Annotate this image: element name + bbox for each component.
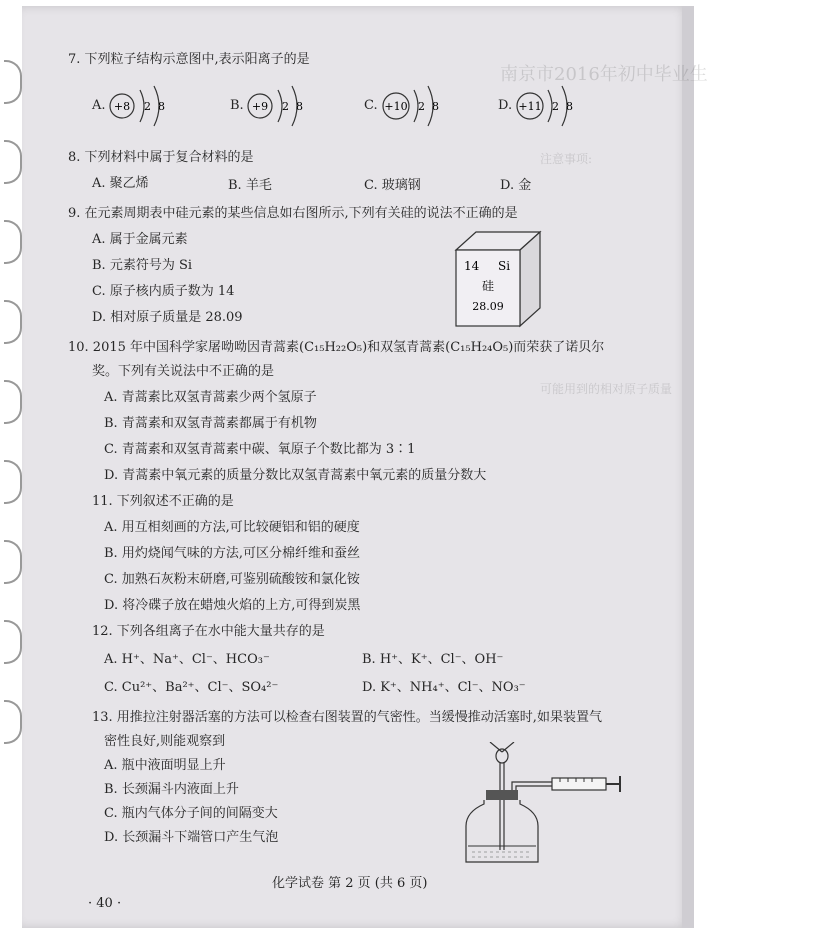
bleed-through-text: 注意事项:	[540, 152, 593, 166]
svg-text:8: 8	[296, 100, 303, 113]
q12-stem: 12. 下列各组离子在水中能大量共存的是	[92, 624, 325, 639]
svg-text:8: 8	[432, 100, 439, 113]
q9-option-a: A. 属于金属元素	[92, 232, 188, 247]
page-fold	[682, 6, 694, 928]
nucleus-charge: +11	[518, 100, 542, 113]
silicon-element-cell	[452, 228, 552, 328]
element-name: 硅	[481, 279, 495, 293]
svg-text:8: 8	[566, 100, 573, 113]
option-letter: D.	[498, 98, 513, 113]
option-letter: B.	[230, 98, 244, 113]
q13-option-b: B. 长颈漏斗内液面上升	[104, 782, 239, 797]
q11-option-d: D. 将冷碟子放在蜡烛火焰的上方,可得到炭黑	[104, 598, 361, 613]
binder-ring	[4, 460, 22, 504]
atom-diagram-a	[106, 84, 246, 128]
svg-text:2: 2	[418, 100, 425, 113]
binder-ring	[4, 540, 22, 584]
binder-ring	[4, 620, 22, 664]
q8-option-d: D. 金	[500, 178, 532, 193]
atom-diagram-b	[244, 84, 384, 128]
svg-text:2: 2	[144, 100, 151, 113]
q9-option-b: B. 元素符号为 Si	[92, 258, 193, 273]
q11-stem: 11. 下列叙述不正确的是	[92, 494, 234, 509]
nucleus-charge: +9	[251, 100, 269, 113]
element-symbol: Si	[498, 259, 511, 273]
binder-ring	[4, 700, 22, 744]
q11-option-b: B. 用灼烧闻气味的方法,可区分棉纤维和蚕丝	[104, 546, 360, 561]
q10-option-c: C. 青蒿素和双氢青蒿素中碳、氧原子个数比都为 3∶1	[104, 442, 416, 457]
q7-option-a	[92, 84, 252, 128]
page-number: · 40 ·	[88, 896, 122, 911]
nucleus-charge: +8	[113, 100, 131, 113]
q10-option-b: B. 青蒿素和双氢青蒿素都属于有机物	[104, 416, 317, 431]
q7-option-d	[498, 84, 658, 128]
q13-option-d: D. 长颈漏斗下端管口产生气泡	[104, 830, 279, 845]
svg-text:8: 8	[158, 100, 165, 113]
binder-ring	[4, 140, 22, 184]
q8-option-b: B. 羊毛	[228, 178, 272, 193]
svg-text:2: 2	[552, 100, 559, 113]
binder-ring	[4, 300, 22, 344]
q8-option-c: C. 玻璃钢	[364, 178, 421, 193]
airtightness-apparatus	[456, 742, 626, 866]
option-letter: A.	[92, 98, 106, 113]
q13-option-c: C. 瓶内气体分子间的间隔变大	[104, 806, 278, 821]
page-footer-label: 化学试卷 第 2 页 (共 6 页)	[272, 876, 428, 891]
bleed-through-text: 可能用到的相对原子质量	[540, 382, 673, 396]
atomic-number: 14	[464, 259, 480, 273]
binder-ring	[4, 60, 22, 104]
q8-stem: 8. 下列材料中属于复合材料的是	[68, 150, 254, 165]
q11-option-c: C. 加熟石灰粉末研磨,可鉴别硫酸铵和氯化铵	[104, 572, 360, 587]
q13-stem-line2: 密性良好,则能观察到	[104, 734, 226, 749]
atom-diagram-c	[378, 84, 518, 128]
option-letter: C.	[364, 98, 378, 113]
q9-stem: 9. 在元素周期表中硅元素的某些信息如右图所示,下列有关硅的说法不正确的是	[68, 206, 518, 221]
q13-option-a: A. 瓶中液面明显上升	[104, 758, 226, 773]
q12-option-c: C. Cu²⁺、Ba²⁺、Cl⁻、SO₄²⁻	[104, 680, 279, 695]
q8-option-a: A. 聚乙烯	[92, 176, 149, 191]
binder-ring	[4, 380, 22, 424]
q12-option-b: B. H⁺、K⁺、Cl⁻、OH⁻	[362, 652, 504, 667]
q11-option-a: A. 用互相刻画的方法,可比较硬铝和铝的硬度	[104, 520, 360, 535]
atomic-mass: 28.09	[472, 300, 504, 313]
q12-option-d: D. K⁺、NH₄⁺、Cl⁻、NO₃⁻	[362, 680, 526, 695]
q10-stem-line1: 10. 2015 年中国科学家屠呦呦因青蒿素(C₁₅H₂₂O₅)和双氢青蒿素(C₁₅H₂₄O₅)而荣获了诺贝尔	[68, 340, 605, 355]
nucleus-charge: +10	[384, 100, 408, 113]
q10-option-a: A. 青蒿素比双氢青蒿素少两个氢原子	[104, 390, 317, 405]
q10-option-d: D. 青蒿素中氧元素的质量分数比双氢青蒿素中氧元素的质量分数大	[104, 468, 487, 483]
q9-option-c: C. 原子核内质子数为 14	[92, 284, 235, 299]
q9-option-d: D. 相对原子质量是 28.09	[92, 310, 243, 325]
binder-rings	[0, 60, 24, 760]
q7-stem: 7. 下列粒子结构示意图中,表示阳离子的是	[68, 52, 310, 67]
q12-option-a: A. H⁺、Na⁺、Cl⁻、HCO₃⁻	[104, 652, 270, 667]
binder-ring	[4, 220, 22, 264]
q13-stem-line1: 13. 用推拉注射器活塞的方法可以检查右图装置的气密性。当缓慢推动活塞时,如果装置气	[92, 710, 602, 725]
q10-stem-line2: 奖。下列有关说法中不正确的是	[92, 364, 275, 379]
svg-text:2: 2	[282, 100, 289, 113]
bleed-through-text: 南京市2016年初中毕业生	[500, 64, 708, 85]
atom-diagram-d	[512, 84, 652, 128]
